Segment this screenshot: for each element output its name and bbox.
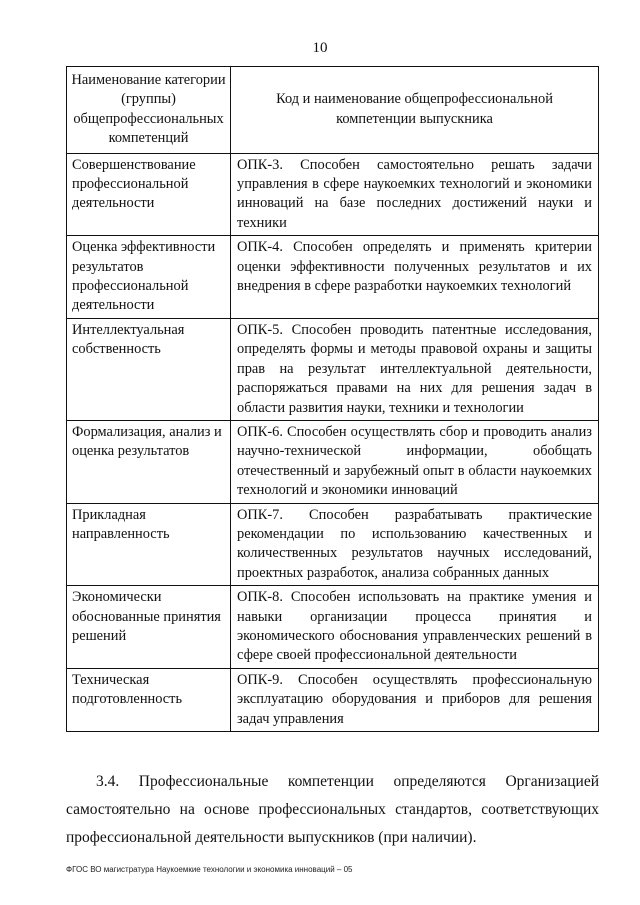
section-paragraph: 3.4. Профессиональные компетенции определяются Организацией самостоятельно на основе профессиональных стандартов, соответствующих профессиональной деятельности выпускников (при наличии). xyxy=(66,773,599,846)
table-row xyxy=(67,153,599,236)
table-row xyxy=(67,318,599,420)
table-header-row xyxy=(67,67,599,154)
table-row xyxy=(67,420,599,503)
category-cell: Совершенствование профессиональной деятельности xyxy=(67,153,231,236)
table-row xyxy=(67,503,599,586)
competence-cell: ОПК-9. Способен осуществлять профессиональную эксплуатацию оборудования и приборов для решения задач управления xyxy=(231,668,599,731)
category-cell: Техническая подготовленность xyxy=(67,668,231,731)
table-row xyxy=(67,236,599,319)
category-cell: Формализация, анализ и оценка результатов xyxy=(67,420,231,503)
category-cell: Прикладная направленность xyxy=(67,503,231,586)
category-cell: Интеллектуальная собственность xyxy=(67,318,231,420)
competence-cell: ОПК-4. Способен определять и применять критерии оценки эффективности полученных результатов и их внедрения в сфере разработки наукоемких технологий xyxy=(231,236,599,319)
category-cell: Оценка эффективности результатов профессиональной деятельности xyxy=(67,236,231,319)
competence-cell: ОПК-3. Способен самостоятельно решать задачи управления в сфере наукоемких технологий и экономики инноваций на базе последних достижений науки и техники xyxy=(231,153,599,236)
table-row xyxy=(67,586,599,669)
competence-table xyxy=(66,66,599,732)
competence-cell: ОПК-5. Способен проводить патентные исследования, определять формы и методы правовой охраны и защиты прав на результат интеллектуальной деятельности, распоряжаться правами на них для решения задач в области развития науки, техники и технологии xyxy=(231,318,599,420)
page-number: 10 xyxy=(312,40,328,56)
competence-cell: ОПК-7. Способен разрабатывать практические рекомендации по использованию качественных и количественных результатов научных исследований, проектных разработок, анализа собранных данных xyxy=(231,503,599,586)
competence-cell: ОПК-6. Способен осуществлять сбор и проводить анализ научно-технической информации, обобщать отечественный и зарубежный опыт в области наукоемких технологий и экономики инноваций xyxy=(231,420,599,503)
table-row xyxy=(67,668,599,731)
competence-cell: ОПК-8. Способен использовать на практике умения и навыки организации процесса принятия и экономического обоснования управленческих решений в сфере своей профессиональной деятельности xyxy=(231,586,599,669)
footer-note: ФГОС ВО магистратура Наукоемкие технологии и экономика инноваций – 05 xyxy=(66,865,353,874)
header-competence: Код и наименование общепрофессиональной компетенции выпускника xyxy=(231,67,599,154)
header-category: Наименование категории (группы) общепрофессиональных компетенций xyxy=(67,67,231,154)
category-cell: Экономически обоснованные принятия решений xyxy=(67,586,231,669)
